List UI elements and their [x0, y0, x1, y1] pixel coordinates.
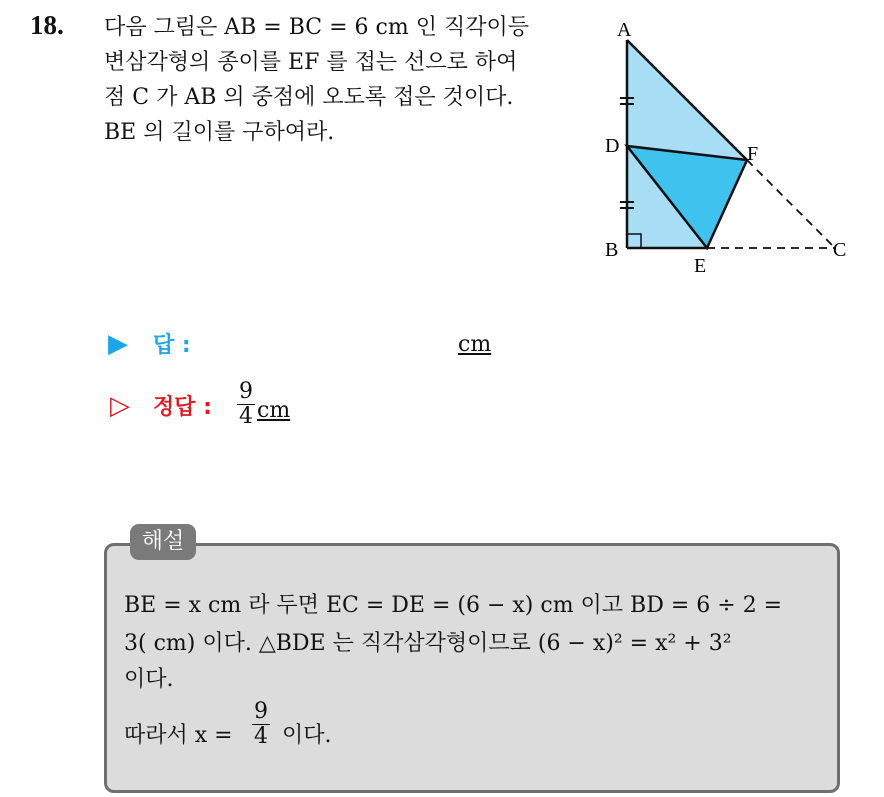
fraction-denominator: 4	[239, 404, 253, 429]
answer-label: 답 :	[153, 333, 191, 358]
solution-line-4-prefix: 따라서 x =	[124, 723, 233, 748]
label-F: F	[747, 143, 759, 165]
label-D: D	[605, 135, 620, 157]
question-number: 18.	[30, 10, 64, 40]
fraction-numerator: 9	[239, 379, 253, 404]
correct-answer-fraction	[237, 380, 255, 429]
triangle-figure	[595, 18, 865, 278]
label-C: C	[833, 239, 847, 261]
correct-label: 정답 :	[153, 395, 212, 420]
solution-line-2: 3( cm) 이다. △BDE 는 직각삼각형이므로 (6 − x)² = x² + 3²	[124, 631, 732, 656]
question-text	[104, 10, 584, 150]
solution-line-4-suffix: 이다.	[282, 723, 332, 748]
label-E: E	[694, 255, 707, 277]
answer-row	[108, 328, 191, 359]
correct-unit: cm	[257, 398, 291, 423]
label-A: A	[617, 19, 632, 41]
solution-box	[104, 543, 840, 793]
correct-answer-row	[110, 390, 212, 421]
solution-line-1: BE = x cm 라 두면 EC = DE = (6 − x) cm 이고 BD = 6 ÷ 2 =	[124, 593, 783, 618]
question-line-1: 다음 그림은 AB = BC = 6 cm 인 직각이등	[104, 15, 529, 40]
answer-unit: cm	[458, 332, 492, 357]
solution-fraction	[252, 700, 270, 749]
solution-line-3: 이다.	[124, 667, 174, 692]
answer-marker-icon: ▶	[108, 329, 128, 359]
solution-fraction-numerator: 9	[254, 699, 268, 724]
solution-fraction-denominator: 4	[254, 724, 268, 749]
label-B: B	[605, 239, 619, 261]
question-line-3: 점 C 가 AB 의 중점에 오도록 접은 것이다.	[104, 85, 514, 110]
question-line-4: BE 의 길이를 구하여라.	[104, 120, 335, 145]
question-line-2: 변삼각형의 종이를 EF 를 접는 선으로 하여	[104, 50, 518, 75]
dashed-FC	[747, 160, 835, 248]
solution-tab: 해설	[130, 524, 196, 560]
correct-marker-icon: ▷	[110, 391, 130, 421]
